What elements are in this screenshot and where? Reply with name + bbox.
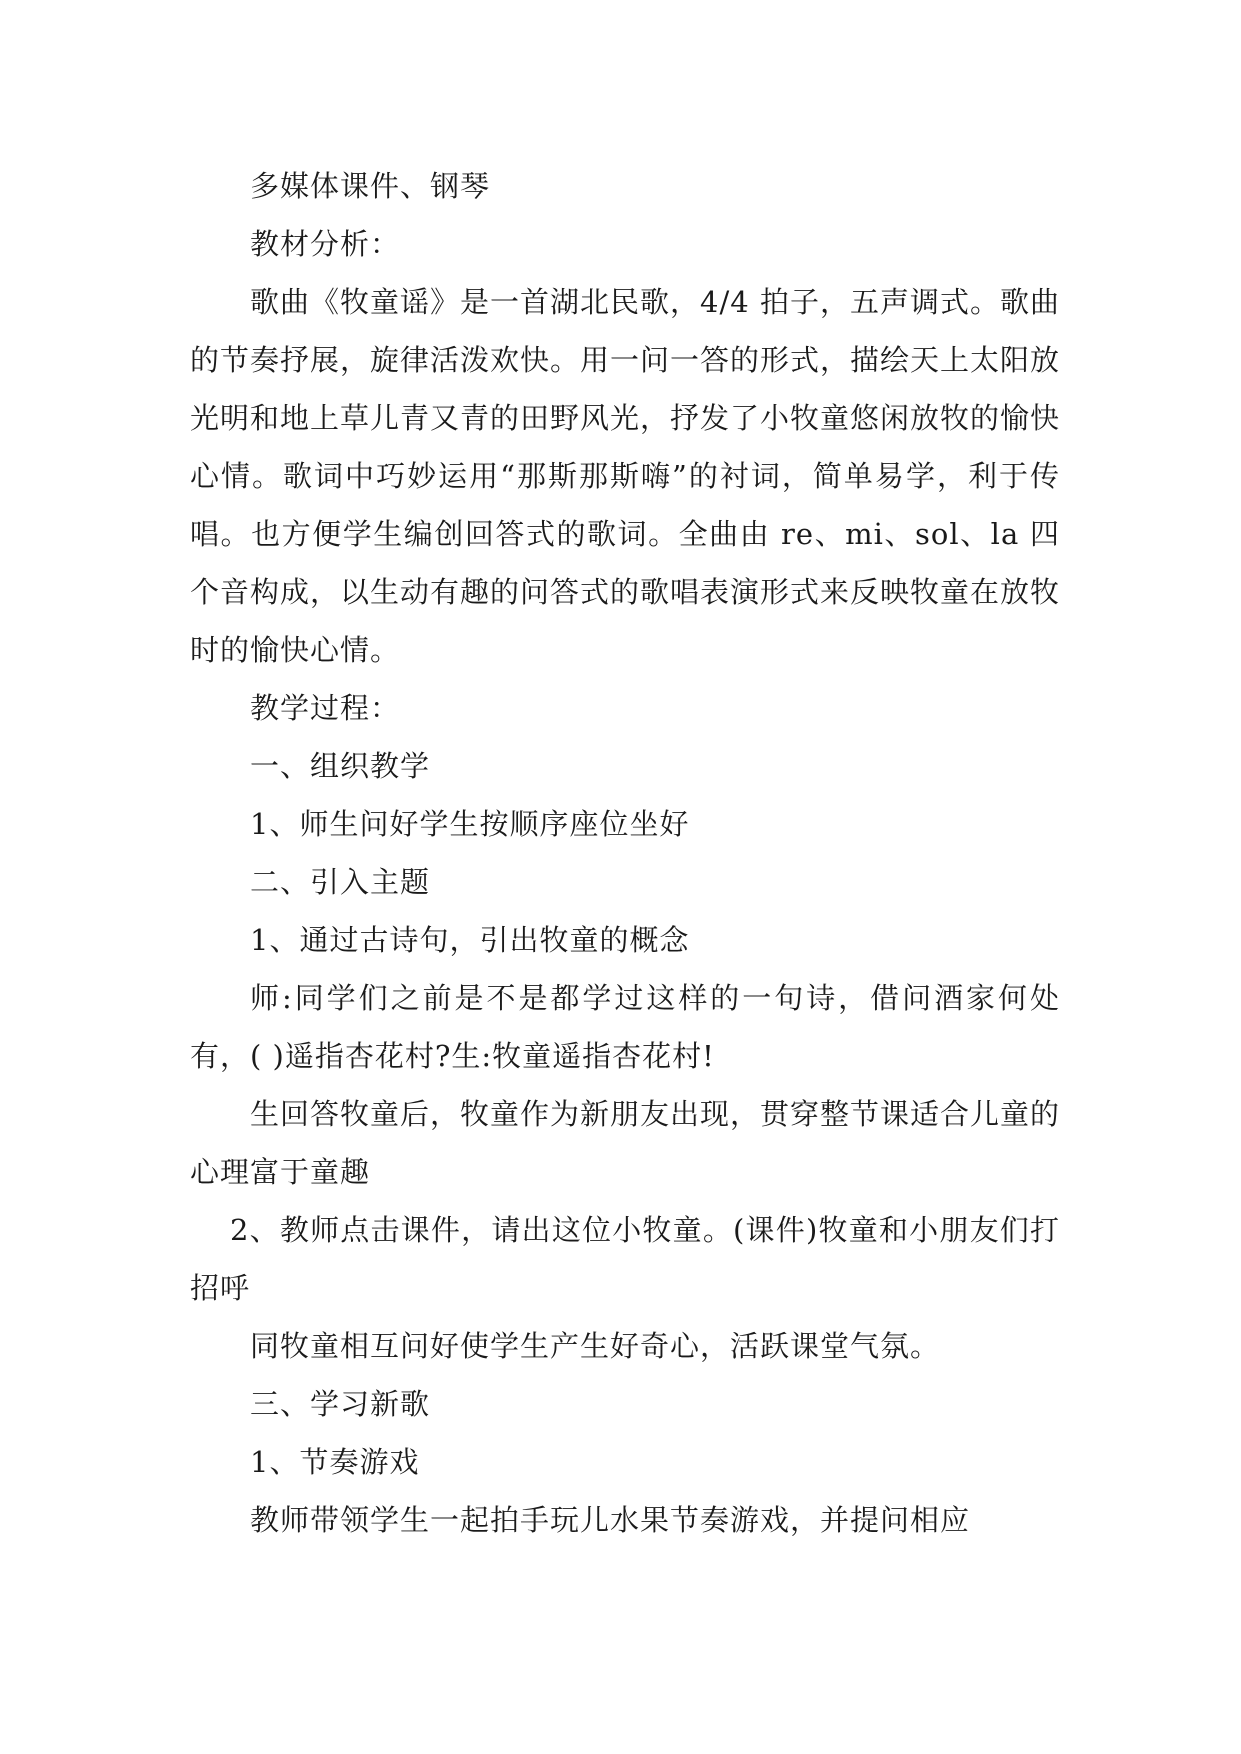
dialogue-paragraph: 师:同学们之前是不是都学过这样的一句诗，借问酒家何处有，( )遥指杏花村?生:牧童遥指杏花村! [190, 981, 1060, 1073]
step-item-ancient-poem: 1、通过古诗句，引出牧童的概念 [250, 923, 690, 957]
greeting-effect-paragraph: 同牧童相互问好使学生产生好奇心，活跃课堂气氛。 [250, 1329, 941, 1363]
textbook-analysis-paragraph: 歌曲《牧童谣》是一首湖北民歌，4/4 拍子，五声调式。歌曲的节奏抒展，旋律活泼欢快。用一问一答的形式，描绘天上太阳放光明和地上草儿青又青的田野风光，抒发了小牧童悠闲放牧的愉快心情。歌词中巧妙运用“那斯那斯嗨”的衬词，简单易学，利于传唱。也方便学生编创回答式的歌词。全曲由 re、mi、sol、la 四个音构成，以生动有趣的问答式的歌唱表演形式来反映牧童在放牧时的愉快心情。 [190, 285, 1061, 667]
step-heading-organize-teaching: 一、组织教学 [250, 749, 431, 783]
step-heading-introduce-theme: 二、引入主题 [250, 865, 431, 899]
section-heading-teaching-process: 教学过程： [250, 691, 401, 725]
document-body [190, 157, 1060, 1549]
rhythm-game-paragraph: 教师带领学生一起拍手玩儿水果节奏游戏，并提问相应 [250, 1503, 971, 1537]
step-item-rhythm-game: 1、节奏游戏 [250, 1445, 420, 1479]
section-heading-textbook-analysis: 教材分析： [250, 227, 401, 261]
step-item-courseware: 2、教师点击课件，请出这位小牧童。(课件)牧童和小朋友们打招呼 [190, 1213, 1060, 1305]
step-item-greeting: 1、师生问好学生按顺序座位坐好 [250, 807, 690, 841]
explanation-paragraph: 生回答牧童后，牧童作为新朋友出现，贯穿整节课适合儿童的心理富于童趣 [190, 1097, 1061, 1189]
materials-line: 多媒体课件、钢琴 [250, 169, 491, 203]
step-heading-learn-new-song: 三、学习新歌 [250, 1387, 431, 1421]
